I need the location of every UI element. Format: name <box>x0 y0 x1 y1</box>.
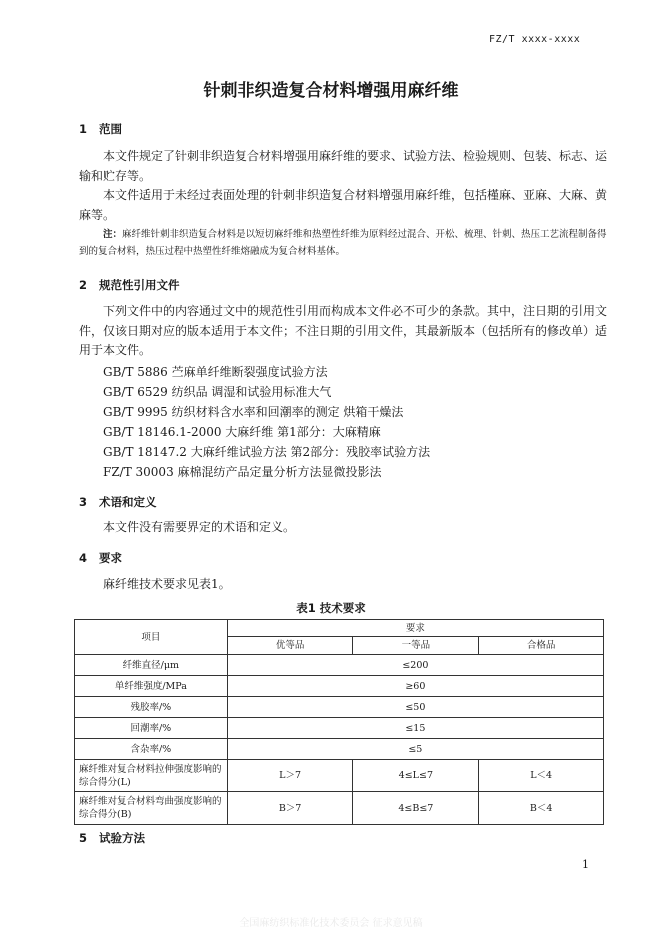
normative-intro: 下列文件中的内容通过文中的规范性引用而构成本文件必不可少的条款。其中，注日期的引用文件，仅该日期对应的版本适用于本文件；不注日期的引用文件，其最新版本（包括所有的修改单）适用于本文件。 <box>79 304 608 357</box>
table-row <box>75 739 604 760</box>
table-caption: 表1 技术要求 <box>296 601 366 615</box>
section-number: 1 <box>79 122 88 136</box>
standard-code: FZ/T xxxx-xxxx <box>489 34 581 45</box>
reference-item: GB/T 9995 纺织材料含水率和回潮率的测定 烘箱干燥法 <box>103 405 404 419</box>
requirements-intro: 麻纤维技术要求见表1。 <box>103 577 231 591</box>
reference-item: FZ/T 30003 麻棉混纺产品定量分析方法显微投影法 <box>103 465 382 479</box>
note-label: 注： <box>103 229 123 240</box>
row-item: 回潮率/% <box>75 718 228 739</box>
reference-item: GB/T 18147.2 大麻纤维试验方法 第2部分：残胶率试验方法 <box>103 445 431 459</box>
row-value-qualified: B＜4 <box>479 792 604 825</box>
scope-paragraph-2: 本文件适用于未经过表面处理的针刺非织造复合材料增强用麻纤维，包括槿麻、亚麻、大麻、黄麻等。 <box>79 188 608 222</box>
section-number: 4 <box>79 551 88 565</box>
document-title: 针刺非织造复合材料增强用麻纤维 <box>203 81 459 101</box>
header-requirement: 要求 <box>227 620 603 637</box>
terms-text: 本文件没有需要界定的术语和定义。 <box>103 520 296 534</box>
row-value: ≤15 <box>227 718 603 739</box>
reference-item: GB/T 18146.1-2000 大麻纤维 第1部分：大麻精麻 <box>103 425 381 439</box>
section-heading-scope <box>79 121 122 137</box>
requirements-table <box>74 619 604 825</box>
note-text: 麻纤维针刺非织造复合材料是以短切麻纤维和热塑性纤维为原料经过混合、开松、梳理、针刺、热压工艺流程制备得到的复合材料，热压过程中热塑性纤维熔融成为复合材料基体。 <box>79 229 607 257</box>
row-value-first: 4≤B≤7 <box>353 792 479 825</box>
row-item: 麻纤维对复合材料拉伸强度影响的综合得分(L) <box>75 760 228 792</box>
table-row <box>75 697 604 718</box>
section-heading-normative-references <box>79 277 180 293</box>
grade-first: 一等品 <box>353 637 479 655</box>
row-value-first: 4≤L≤7 <box>353 760 479 792</box>
scope-paragraph-1: 本文件规定了针刺非织造复合材料增强用麻纤维的要求、试验方法、检验规则、包装、标志、运输和贮存等。 <box>79 149 608 183</box>
row-value: ≤50 <box>227 697 603 718</box>
section-number: 2 <box>79 278 88 292</box>
row-value-superior: L＞7 <box>227 760 353 792</box>
row-value: ≤5 <box>227 739 603 760</box>
row-item: 含杂率/% <box>75 739 228 760</box>
table-row <box>75 760 604 792</box>
section-title: 要求 <box>99 551 122 565</box>
table-row <box>75 676 604 697</box>
row-item: 纤维直径/μm <box>75 655 228 676</box>
section-title: 规范性引用文件 <box>99 278 180 292</box>
row-value: ≤200 <box>227 655 603 676</box>
page-number: 1 <box>582 858 589 871</box>
table-row <box>75 718 604 739</box>
section-title: 范围 <box>99 122 122 136</box>
row-item: 单纤维强度/MPa <box>75 676 228 697</box>
header-item: 项目 <box>75 620 228 655</box>
table-row <box>75 655 604 676</box>
grade-qualified: 合格品 <box>479 637 604 655</box>
scope-note <box>79 226 616 260</box>
section-number: 3 <box>79 495 88 509</box>
faint-footer-text: 全国麻纺织标准化技术委员会 征求意见稿 <box>239 918 423 929</box>
grade-superior: 优等品 <box>227 637 353 655</box>
row-value-superior: B＞7 <box>227 792 353 825</box>
section-number: 5 <box>79 831 88 845</box>
table-row <box>75 792 604 825</box>
row-value-qualified: L＜4 <box>479 760 604 792</box>
row-value: ≥60 <box>227 676 603 697</box>
table-header-row <box>75 620 604 637</box>
section-heading-requirements <box>79 550 122 566</box>
reference-item: GB/T 6529 纺织品 调湿和试验用标准大气 <box>103 385 332 399</box>
row-item: 麻纤维对复合材料弯曲强度影响的综合得分(B) <box>75 792 228 825</box>
reference-item: GB/T 5886 苎麻单纤维断裂强度试验方法 <box>103 365 328 379</box>
section-heading-terms <box>79 494 157 510</box>
section-title: 试验方法 <box>99 831 145 845</box>
row-item: 残胶率/% <box>75 697 228 718</box>
section-heading-test-methods <box>79 830 145 846</box>
section-title: 术语和定义 <box>99 495 157 509</box>
